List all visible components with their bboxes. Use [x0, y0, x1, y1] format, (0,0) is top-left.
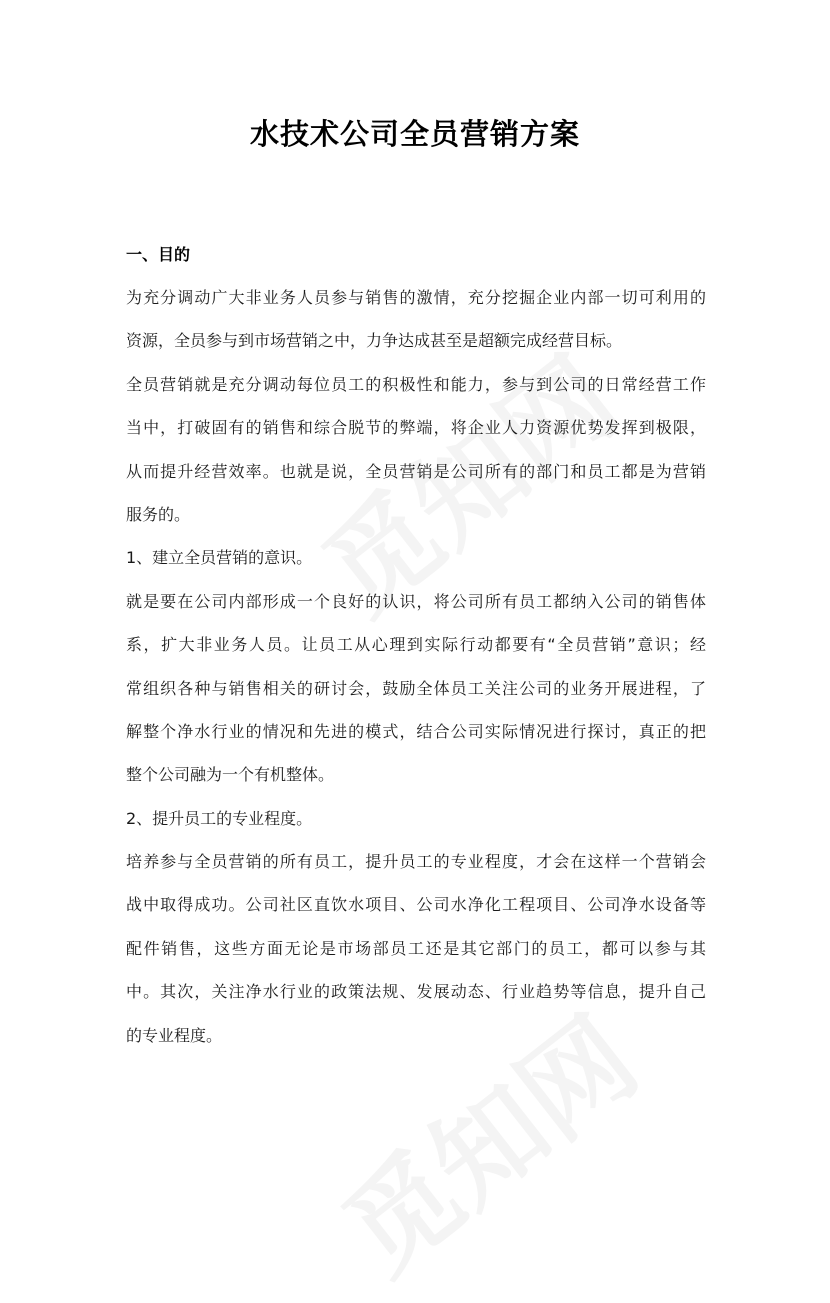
paragraph-line: 整个公司融为一个有机整体。	[126, 765, 335, 784]
paragraph-line: 系，扩大非业务人员。让员工从心理到实际行动都要有“全员营销”意识；经	[126, 635, 706, 654]
paragraph-line: 资源，全员参与到市场营销之中，力争达成甚至是超额完成经营目标。	[126, 331, 623, 350]
paragraph-line: 的专业程度。	[126, 1026, 223, 1045]
subsection-heading: 1、建立全员营销的意识。	[126, 548, 313, 567]
paragraph-line: 从而提升经营效率。也就是说，全员营销是公司所有的部门和员工都是为营销	[126, 462, 706, 481]
paragraph-line: 当中，打破固有的销售和综合脱节的弊端，将企业人力资源优势发挥到极限，	[126, 418, 706, 437]
section-heading: 一、目的	[126, 245, 191, 264]
paragraph-line: 培养参与全员营销的所有员工，提升员工的专业程度，才会在这样一个营销会	[126, 852, 706, 871]
subsection-heading: 2、提升员工的专业程度。	[126, 809, 313, 828]
paragraph-line: 解整个净水行业的情况和先进的模式，结合公司实际情况进行探讨，真正的把	[126, 722, 706, 741]
watermark	[306, 975, 663, 1303]
paragraph-line: 战中取得成功。公司社区直饮水项目、公司水净化工程项目、公司净水设备等	[126, 895, 706, 914]
paragraph-line: 全员营销就是充分调动每位员工的积极性和能力，参与到公司的日常经营工作	[126, 375, 706, 394]
paragraph-line: 常组织各种与销售相关的研讨会，鼓励全体员工关注公司的业务开展进程，了	[126, 679, 706, 698]
paragraph-line: 就是要在公司内部形成一个良好的认识，将公司所有员工都纳入公司的销售体	[126, 592, 706, 611]
document-title: 水技术公司全员营销方案	[249, 117, 580, 151]
paragraph-line: 配件销售，这些方面无论是市场部员工还是其它部门的员工，都可以参与其	[126, 939, 706, 958]
paragraph-line: 中。其次，关注净水行业的政策法规、发展动态、行业趋势等信息，提升自己	[126, 982, 706, 1001]
paragraph-line: 服务的。	[126, 505, 191, 524]
paragraph-line: 为充分调动广大非业务人员参与销售的激情，充分挖掘企业内部一切可利用的	[126, 288, 706, 307]
